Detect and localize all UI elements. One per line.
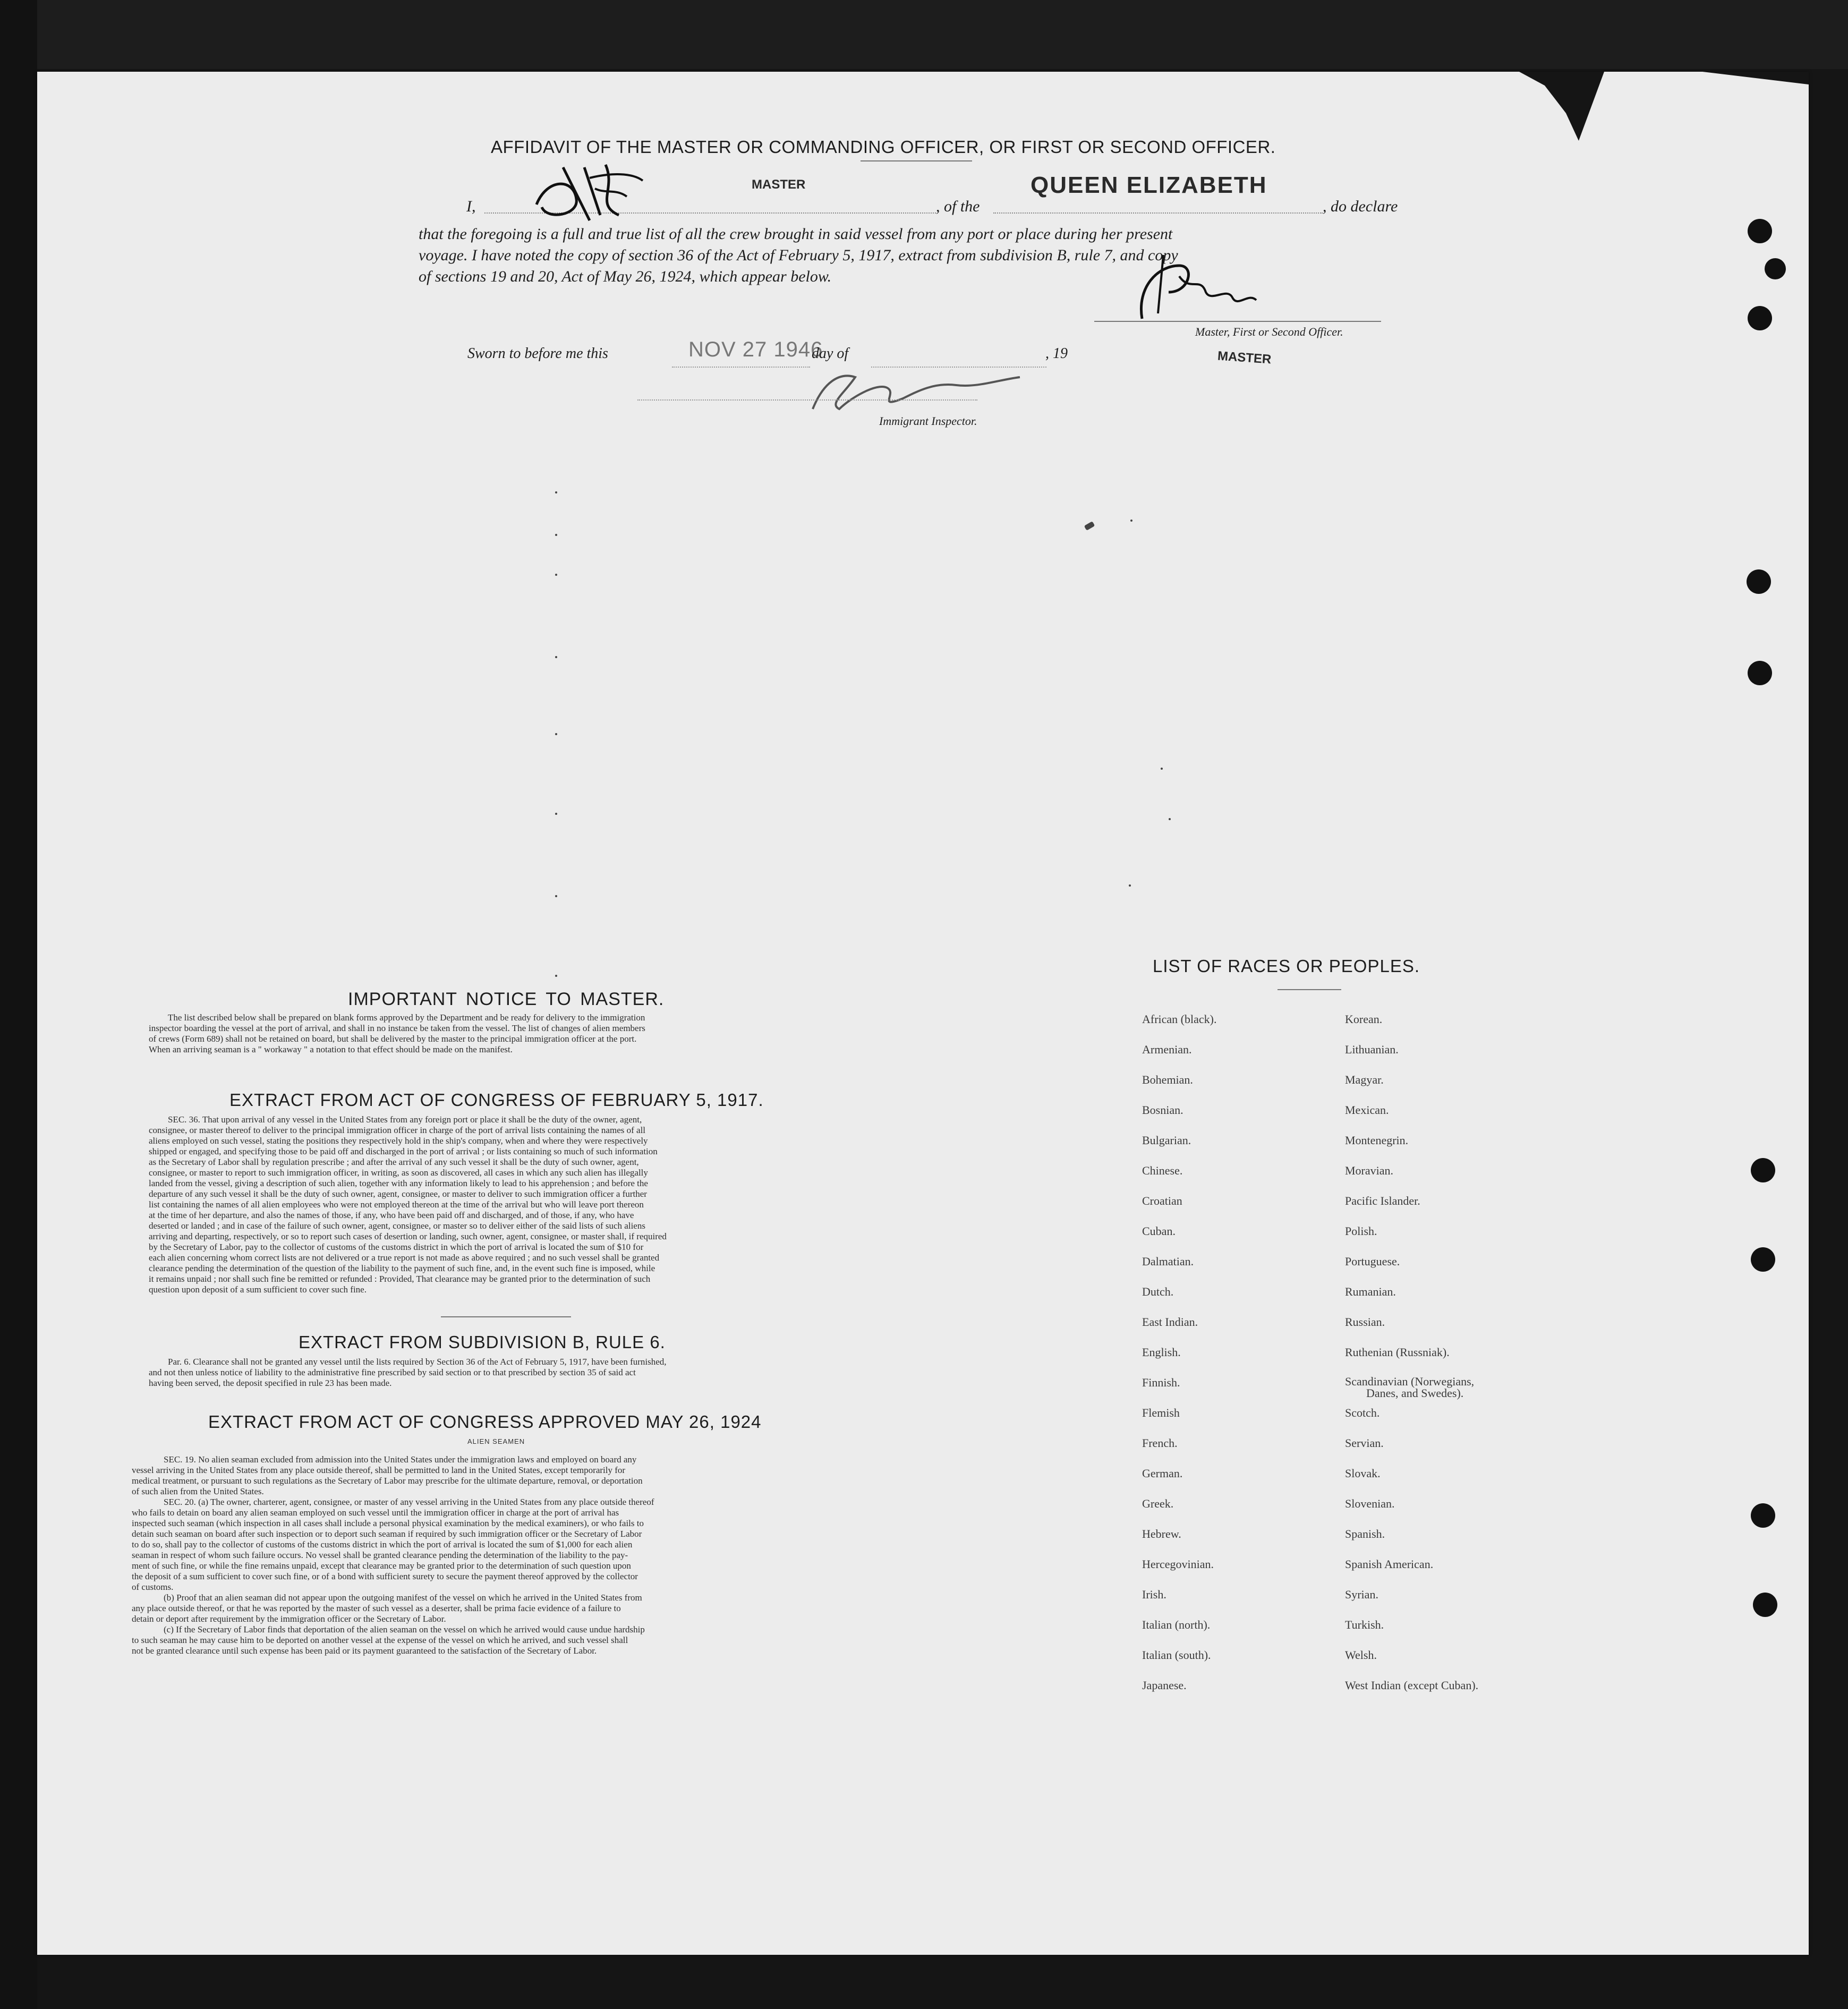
- race-item: Dalmatian.: [1142, 1255, 1194, 1268]
- affidavit-title: AFFIDAVIT OF THE MASTER OR COMMANDING OFFICER, OR FIRST OR SECOND OFFICER.: [491, 137, 1276, 157]
- speck: [1169, 818, 1171, 820]
- vessel-name-line: [993, 212, 1323, 214]
- affidavit-do-declare: , do declare: [1323, 198, 1398, 215]
- race-item: Irish.: [1142, 1588, 1166, 1601]
- race-item: Turkish.: [1345, 1618, 1384, 1631]
- officer-signature: [1126, 244, 1264, 329]
- act1924-line: (c) If the Secretary of Labor finds that deportation of the alien seaman on the vessel on which he arrived would cause undue hardship: [164, 1624, 645, 1635]
- act1924-line: to do so, shall pay to the collector of customs of the customs district in which the port of arrival is located the sum of $1,000 for each alien: [132, 1539, 633, 1550]
- sworn-day-of: day of: [812, 345, 849, 362]
- speck: [555, 813, 557, 815]
- race-item: Russian.: [1345, 1315, 1385, 1329]
- speck: [555, 895, 557, 897]
- race-item-scandinavian: [1345, 1376, 1478, 1406]
- race-item: Greek.: [1142, 1497, 1174, 1510]
- act1924-line: to such seaman he may cause him to be deported on another vessel at the expense of the vessel on which he arrived, and such vessel shall: [132, 1635, 628, 1645]
- race-item: Bohemian.: [1142, 1073, 1193, 1086]
- sworn-date-stamp: NOV 27 1946: [688, 338, 823, 361]
- race-item: West Indian (except Cuban).: [1345, 1679, 1479, 1692]
- race-item: Portuguese.: [1345, 1255, 1400, 1268]
- affidavit-title-underline: [861, 160, 972, 161]
- act1917-line: list containing the names of all alien employees who were not employed thereon at the time of the arrival but who will leave port thereon: [149, 1199, 644, 1210]
- races-title-underline: [1278, 989, 1341, 990]
- act1924-line: detain or deport after requirement by the immigration officer or the Secretary of Labor.: [132, 1614, 446, 1624]
- race-item: French.: [1142, 1436, 1178, 1450]
- act1917-line: at the time of her departure, and also the names of those, if any, who have been paid off and discharged, and of those, if any, who have: [149, 1210, 634, 1220]
- notice-line: When an arriving seaman is a " workaway " a notation to that effect should be made on the manifest.: [149, 1044, 513, 1054]
- notice-line: The list described below shall be prepared on blank forms approved by the Department and be ready for delivery to the immigration: [168, 1012, 645, 1023]
- act1924-line: medical treatment, or pursuant to such regulations as the Secretary of Labor may prescribe for the ultimate departure, removal, or deportation: [132, 1476, 643, 1486]
- race-item: Slovak.: [1345, 1467, 1381, 1480]
- speck: [555, 733, 557, 735]
- act1924-subtitle: ALIEN SEAMEN: [467, 1437, 525, 1445]
- act1917-line: question upon deposit of a sum sufficient to cover such fine.: [149, 1284, 367, 1295]
- act1917-line: aliens employed on such vessel, stating the positions they respectively hold in the ship's company, when and where they were respectively: [149, 1136, 648, 1146]
- officer-signature-line: [1094, 321, 1381, 322]
- race-item: Scandinavian (Norwegians,: [1345, 1375, 1475, 1388]
- race-item: Moravian.: [1345, 1164, 1394, 1177]
- race-item: Mexican.: [1345, 1103, 1389, 1117]
- speck: [555, 975, 557, 977]
- punch-hole: [1748, 306, 1772, 330]
- act1924-line: any place outside thereof, or that he was reported by the master of such vessel as a deserter, shall be prima facie evidence of a failure to: [132, 1603, 621, 1613]
- vessel-name-stamp: QUEEN ELIZABETH: [1031, 172, 1267, 198]
- inspector-signature: [797, 361, 1031, 420]
- notice-body: [149, 1012, 879, 1055]
- act1924-line: SEC. 20. (a) The owner, charterer, agent, consignee, or master of any vessel arriving in the United States from any place outside thereof: [164, 1497, 654, 1507]
- act1924-line: the deposit of a sum sufficient to cover such fine, or of a bond with sufficient surety to secure the payment thereof approved by the collector: [132, 1571, 638, 1581]
- act1924-body: [132, 1454, 873, 1656]
- ruleb-line: Par. 6. Clearance shall not be granted any vessel until the lists required by Section 36 of the Act of February 5, 1917, have been furnished,: [168, 1357, 667, 1367]
- act1924-line: vessel arriving in the United States from any place outside thereof, shall be permitted to land in the United States, except temporarily for: [132, 1465, 626, 1475]
- race-item: Slovenian.: [1345, 1497, 1395, 1510]
- act1917-line: landed from the vessel, giving a description of such alien, together with any information likely to lead to his apprehension ; and before the: [149, 1178, 648, 1188]
- race-item: German.: [1142, 1467, 1183, 1480]
- master-stamp-2: MASTER: [1217, 348, 1272, 367]
- punch-hole: [1748, 661, 1772, 685]
- notice-line: inspector boarding the vessel at the port of arrival, and shall in no instance be taken from the vessel. The list of changes of alien members: [149, 1023, 645, 1033]
- race-item: Spanish American.: [1345, 1557, 1434, 1571]
- scan-background-left: [0, 0, 37, 2009]
- notice-line: of crews (Form 689) shall not be retained on board, but shall be delivered by the master to the principal immigration officer at the port.: [149, 1034, 637, 1044]
- race-item: Dutch.: [1142, 1285, 1174, 1298]
- punch-hole: [1751, 1158, 1775, 1182]
- race-item: Magyar.: [1345, 1073, 1384, 1086]
- act1917-line: arriving and departing, respectively, or so to report such cases of desertion or landing, such owner, agent, consignee, or master shall, if required: [149, 1231, 667, 1241]
- act1924-line: not be granted clearance until such expense has been paid or its payment guaranteed to the satisfaction of the Secretary of Labor.: [132, 1646, 597, 1656]
- race-item: Servian.: [1345, 1436, 1384, 1450]
- act1917-body: [149, 1114, 879, 1295]
- inspector-signature-line: [637, 399, 977, 401]
- speck: [555, 491, 557, 493]
- punch-hole: [1751, 1503, 1775, 1528]
- act1917-line: departure of any such vessel it shall be the duty of such owner, agent, consignee, or master to deliver to such immigration officer a further: [149, 1189, 647, 1199]
- act1917-line: consignee, or master thereof to deliver to the principal immigration officer in charge of the port of arrival lists containing the names of all: [149, 1125, 646, 1135]
- affidavit-line-4: of sections 19 and 20, Act of May 26, 1924, which appear below.: [419, 268, 832, 285]
- affidavit-line-2: that the foregoing is a full and true list of all the crew brought in said vessel from any port or place during her present: [419, 225, 1173, 243]
- act1924-line: detain such seaman on board after such inspection or to deport such seaman if required by such immigration officer or the Secretary of Labor: [132, 1529, 642, 1539]
- act1924-line: who fails to detain on board any alien seaman employed on such vessel until the immigration officer in charge at the port of arrival has: [132, 1508, 619, 1518]
- race-item: Spanish.: [1345, 1527, 1385, 1540]
- act1924-line: seaman in respect of whom such failure occurs. No vessel shall be granted clearance pending the determination of the liability to the pay-: [132, 1550, 628, 1560]
- officer-signature-caption: Master, First or Second Officer.: [1195, 325, 1343, 338]
- speck: [555, 656, 557, 658]
- master-stamp: MASTER: [752, 177, 806, 192]
- ruleb-title: EXTRACT FROM SUBDIVISION B, RULE 6.: [299, 1332, 666, 1352]
- races-right-column: [1345, 1012, 1478, 1709]
- race-item: Japanese.: [1142, 1679, 1187, 1692]
- speck: [1129, 884, 1131, 887]
- act1924-line: ment of such fine, or while the fine remains unpaid, except that clearance may be granted prior to the determination of such question upon: [132, 1561, 631, 1571]
- act1924-line: of customs.: [132, 1582, 174, 1592]
- race-item: Montenegrin.: [1345, 1134, 1409, 1147]
- ruleb-body: [149, 1357, 879, 1389]
- sworn-date-line: [672, 367, 810, 368]
- act1917-line: it remains unpaid ; nor shall such fine be remitted or refunded : Provided, That clearance may be granted prior to the determination of such: [149, 1274, 651, 1284]
- race-item: Rumanian.: [1345, 1285, 1396, 1298]
- race-item: Hebrew.: [1142, 1527, 1181, 1540]
- affidavit-line-3: voyage. I have noted the copy of section 36 of the Act of February 5, 1917, extract from subdivision B, rule 7, and copy: [419, 246, 1178, 264]
- race-item: Bulgarian.: [1142, 1134, 1191, 1147]
- race-item: East Indian.: [1142, 1315, 1198, 1329]
- race-item: Finnish.: [1142, 1376, 1180, 1389]
- punch-hole: [1753, 1593, 1777, 1617]
- race-item-continuation: Danes, and Swedes).: [1366, 1386, 1464, 1400]
- master-signature: [526, 157, 664, 231]
- affidavit-i-label: I,: [466, 198, 476, 215]
- race-item: Armenian.: [1142, 1043, 1192, 1056]
- punch-hole: [1765, 258, 1786, 279]
- races-title: LIST OF RACES OR PEOPLES.: [1153, 956, 1420, 976]
- race-item: Italian (south).: [1142, 1648, 1211, 1662]
- act1917-line: by the Secretary of Labor, pay to the collector of customs of the customs district in which the port of arrival is located the sum of $10 for: [149, 1242, 644, 1252]
- act1924-title: EXTRACT FROM ACT OF CONGRESS APPROVED MAY 26, 1924: [208, 1412, 762, 1432]
- act1924-line: (b) Proof that an alien seaman did not appear upon the outgoing manifest of the vessel on which he arrived in the United States from: [164, 1593, 642, 1603]
- notice-title: IMPORTANT NOTICE TO MASTER.: [348, 989, 665, 1009]
- races-left-column: [1142, 1012, 1216, 1709]
- sworn-prefix: Sworn to before me this: [467, 345, 608, 362]
- inspector-caption: Immigrant Inspector.: [879, 414, 977, 428]
- race-item: English.: [1142, 1346, 1181, 1359]
- speck: [555, 534, 557, 536]
- act1924-line: inspected such seaman (which inspection in all cases shall include a personal physical examination by the medical examiners), or who fails to: [132, 1518, 644, 1528]
- race-item: Flemish: [1142, 1406, 1180, 1419]
- race-item: Scotch.: [1345, 1406, 1380, 1419]
- speck: [1130, 520, 1132, 522]
- affidavit-of-the: , of the: [936, 198, 980, 215]
- race-item: Ruthenian (Russniak).: [1345, 1346, 1450, 1359]
- act1924-line: SEC. 19. No alien seaman excluded from admission into the United States under the immigration laws and employed on board any: [164, 1454, 637, 1465]
- race-item: Italian (north).: [1142, 1618, 1211, 1631]
- race-item: Lithuanian.: [1345, 1043, 1399, 1056]
- punch-hole: [1751, 1247, 1775, 1272]
- act1917-line: each alien concerning whom correct lists are not delivered or a true report is not made as above required ; and no such vessel shall be granted: [149, 1253, 660, 1263]
- act1917-line: SEC. 36. That upon arrival of any vessel in the United States from any foreign port or place it shall be the duty of the owner, agent,: [168, 1114, 642, 1125]
- act1924-line: of such alien from the United States.: [132, 1486, 264, 1496]
- race-item: Korean.: [1345, 1012, 1383, 1026]
- act1917-line: clearance pending the determination of the question of the liability to the payment of such fine, and, in the event such fine is imposed, while: [149, 1263, 655, 1273]
- speck: [1161, 768, 1163, 770]
- race-item: Cuban.: [1142, 1224, 1176, 1238]
- race-item: African (black).: [1142, 1012, 1217, 1026]
- punch-hole: [1748, 219, 1772, 243]
- punch-hole: [1747, 569, 1771, 594]
- race-item: Hercegovinian.: [1142, 1557, 1214, 1571]
- act1917-line: deserted or landed ; and in case of the failure of such owner, agent, consignee, or master so to deliver either of the said lists of such aliens: [149, 1221, 645, 1231]
- section-divider: [441, 1316, 571, 1317]
- ruleb-line: and not then unless notice of liability to the administrative fine prescribed by said section or to that prescribed by section 35 of said act: [149, 1367, 636, 1377]
- sworn-year-prefix: , 19: [1045, 345, 1068, 362]
- act1917-line: consignee, or master to report to such immigration officer, in writing, as soon as discovered, all cases in which any such alien has illegally: [149, 1168, 648, 1178]
- race-item: Croatian: [1142, 1194, 1182, 1207]
- act1917-title: EXTRACT FROM ACT OF CONGRESS OF FEBRUARY 5, 1917.: [229, 1090, 764, 1110]
- act1917-line: as the Secretary of Labor shall by regulation prescribe ; and after the arrival of any such vessel it shall be the duty of such owner, agent,: [149, 1157, 639, 1167]
- race-item: Polish.: [1345, 1224, 1377, 1238]
- race-item: Syrian.: [1345, 1588, 1378, 1601]
- race-item: Bosnian.: [1142, 1103, 1183, 1117]
- race-item: Chinese.: [1142, 1164, 1183, 1177]
- speck: [555, 574, 557, 576]
- act1917-line: shipped or engaged, and specifying those to be paid off and discharged in the port of arrival ; or lists containing so much of such information: [149, 1146, 658, 1156]
- ruleb-line: having been served, the deposit specified in rule 23 has been made.: [149, 1378, 392, 1388]
- race-item: Pacific Islander.: [1345, 1194, 1420, 1207]
- scan-background-top: [0, 0, 1848, 69]
- race-item: Welsh.: [1345, 1648, 1377, 1662]
